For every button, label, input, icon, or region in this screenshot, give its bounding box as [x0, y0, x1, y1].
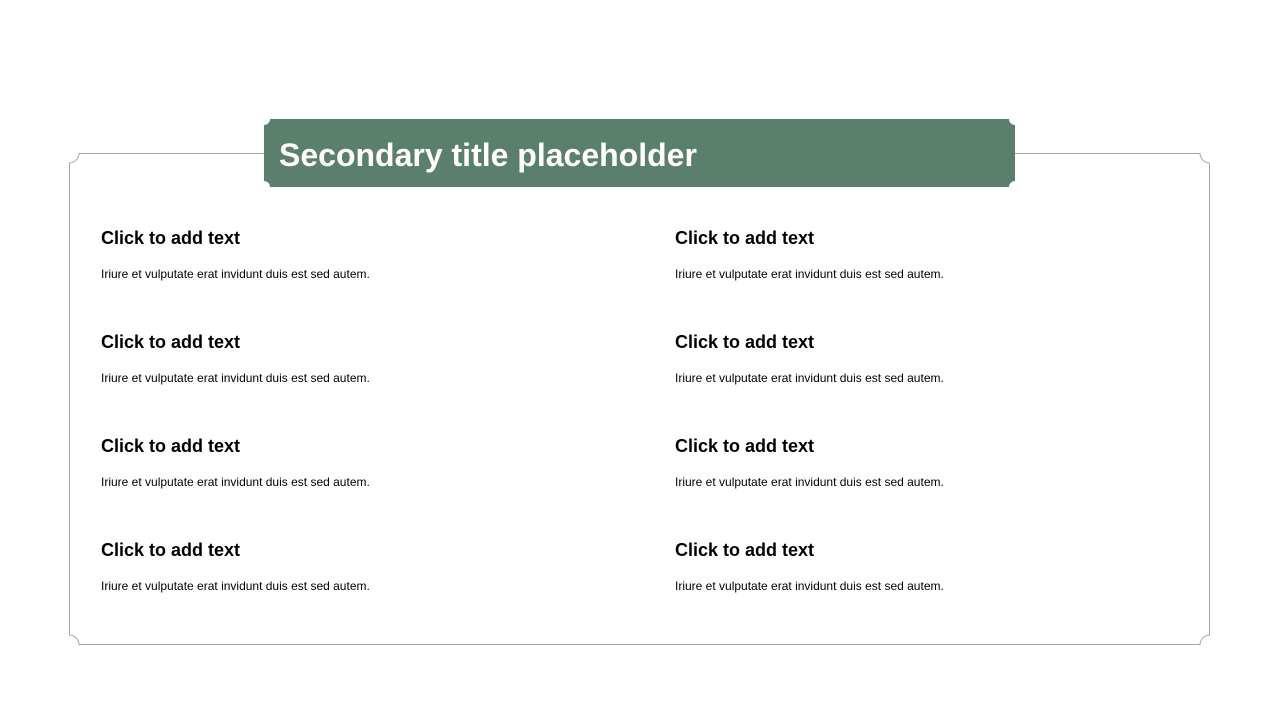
item-body[interactable]: Iriure et vulputate erat invidunt duis est sed autem.	[101, 475, 370, 489]
text-item	[101, 331, 541, 386]
item-heading[interactable]: Click to add text	[101, 228, 241, 248]
text-item	[675, 435, 1115, 490]
text-item	[101, 435, 541, 490]
text-item	[675, 539, 1115, 594]
slide-title[interactable]: Secondary title placeholder	[279, 137, 697, 173]
text-item	[675, 331, 1115, 386]
item-heading[interactable]: Click to add text	[101, 436, 241, 456]
item-body[interactable]: Iriure et vulputate erat invidunt duis est sed autem.	[101, 267, 370, 281]
item-heading[interactable]: Click to add text	[675, 436, 815, 456]
item-heading[interactable]: Click to add text	[101, 540, 241, 560]
item-body[interactable]: Iriure et vulputate erat invidunt duis est sed autem.	[675, 371, 944, 385]
item-body[interactable]: Iriure et vulputate erat invidunt duis est sed autem.	[675, 475, 944, 489]
item-heading[interactable]: Click to add text	[101, 332, 241, 352]
text-item	[101, 539, 541, 594]
item-body[interactable]: Iriure et vulputate erat invidunt duis est sed autem.	[101, 371, 370, 385]
item-body[interactable]: Iriure et vulputate erat invidunt duis est sed autem.	[101, 579, 370, 593]
item-heading[interactable]: Click to add text	[675, 540, 815, 560]
item-heading[interactable]: Click to add text	[675, 228, 815, 248]
item-body[interactable]: Iriure et vulputate erat invidunt duis est sed autem.	[675, 267, 944, 281]
item-body[interactable]: Iriure et vulputate erat invidunt duis est sed autem.	[675, 579, 944, 593]
text-item	[101, 227, 541, 282]
item-heading[interactable]: Click to add text	[675, 332, 815, 352]
text-item	[675, 227, 1115, 282]
